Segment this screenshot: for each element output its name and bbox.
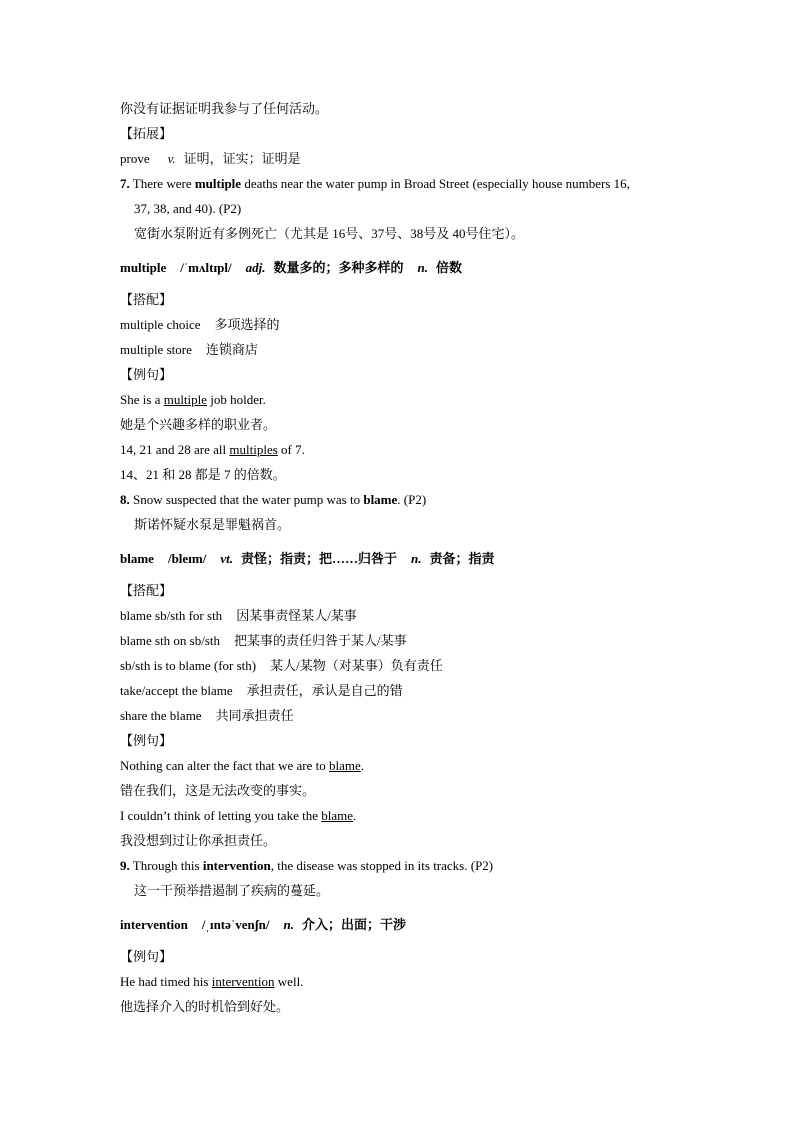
sentence-text: He had timed his [120,974,212,989]
example-translation [120,832,276,850]
keyword: multiple [194,176,242,191]
translation-text: 我没想到过让你承担责任。 [120,833,277,848]
sentence-text: Snow suspected that the water pump was to [133,492,364,507]
vocab-entry-blame [120,550,495,568]
collocation-zh: 多项选择的 [214,317,280,332]
sentence-text: Nothing can alter the fact that we are to [120,758,329,773]
underlined-keyword: blame [321,808,353,823]
headword: multiple [120,260,167,275]
definition: 介入；出面；干涉 [301,917,406,932]
example-sentence [120,391,266,409]
sentence-text: I couldn’t think of letting you take the [120,808,322,823]
underlined-keyword: blame [329,758,361,773]
section-heading-examples [120,948,172,966]
sentence-9-translation [134,882,329,900]
definition: 责备；指责 [429,551,495,566]
definition: 证明，证实；证明是 [183,151,301,166]
example-translation [120,416,276,434]
collocation-en: blame sth on sb/sth [120,633,221,648]
keyword: intervention [202,858,271,873]
vocab-entry-multiple [120,259,462,277]
heading-text: 【搭配】 [120,292,173,307]
collocation-en: multiple choice [120,317,201,332]
section-heading-examples [120,366,172,384]
headword: blame [120,551,154,566]
part-of-speech: n. [411,551,422,566]
collocation-zh: 某人/某物（对某事）负有责任 [270,658,443,673]
heading-text: 【例句】 [120,949,173,964]
sentence-text: deaths near the water pump in Broad Street (especially house numbers 16, [241,176,630,191]
sentence-9 [120,857,493,875]
example-translation [120,998,289,1016]
phonetic: /ˌɪntəˈvenʃn/ [201,917,270,932]
headword: intervention [120,917,188,932]
heading-text: 【搭配】 [120,583,173,598]
collocation-line [120,316,280,334]
word: prove [120,151,150,166]
underlined-keyword: multiples [229,442,278,457]
collocation-line [120,707,294,725]
collocation-zh: 把某事的责任归咎于某人/某事 [234,633,407,648]
sentence-text: , the disease was stopped in its tracks. (P2) [270,858,494,873]
section-heading-expansion [120,125,172,143]
sentence-text: She is a [120,392,164,407]
underlined-keyword: multiple [163,392,208,407]
sentence-8 [120,491,426,509]
phonetic: /bleɪm/ [167,551,207,566]
translation-text: 你没有证据证明我参与了任何活动。 [120,101,329,116]
sentence-text: job holder. [207,392,266,407]
collocation-en: take/accept the blame [120,683,233,698]
sentence-7-translation [134,225,524,243]
definition: 责怪；指责；把……归咎于 [241,551,398,566]
part-of-speech: n. [417,260,429,275]
collocation-zh: 连锁商店 [205,342,258,357]
underlined-keyword: intervention [211,974,275,989]
section-heading-examples [120,732,172,750]
translation-text: 宽街水泵附近有多例死亡（尤其是 16号、37号、38号及 40号住宅）。 [134,226,525,241]
translation-text: 斯诺怀疑水泵是罪魁祸首。 [134,517,291,532]
keyword: blame [363,492,398,507]
phonetic: /ˈmʌltɪpl/ [180,260,232,275]
collocation-zh: 共同承担责任 [215,708,294,723]
collocation-en: blame sb/sth for sth [120,608,223,623]
collocation-en: sb/sth is to blame (for sth) [120,658,257,673]
sentence-text: There were [132,176,195,191]
heading-text: 【拓展】 [120,126,173,141]
example-sentence [120,757,364,775]
definition: 倍数 [436,260,463,275]
collocation-line [120,682,403,700]
definition: 数量多的；多种多样的 [273,260,404,275]
heading-text: 【例句】 [120,367,173,382]
sentence-number: 8. [120,492,130,507]
sentence-text: 37, 38, and 40). (P2) [134,201,242,216]
collocation-line [120,657,443,675]
example-sentence [120,441,305,459]
example-sentence [120,807,356,825]
sentence-number: 7. [120,176,130,191]
translation-text: 错在我们，这是无法改变的事实。 [120,783,316,798]
part-of-speech: adj. [245,260,266,275]
example-translation [120,466,286,484]
sentence-text: of 7. [277,442,305,457]
translation-text: 她是个兴趣多样的职业者。 [120,417,277,432]
sentence-text: . [360,758,365,773]
collocation-zh: 因某事责怪某人/某事 [236,608,357,623]
section-heading-collocation [120,582,172,600]
translation-text: 14、21 和 28 都是 7 的倍数。 [120,467,286,482]
vocab-entry-intervention [120,916,406,934]
sentence-7 [120,175,630,193]
part-of-speech: v. [167,151,176,166]
translation-text: 他选择介入的时机恰到好处。 [120,999,290,1014]
collocation-en: multiple store [120,342,192,357]
collocation-line [120,632,407,650]
heading-text: 【例句】 [120,733,173,748]
sentence-text: 14, 21 and 28 are all [120,442,230,457]
sentence-text: . [353,808,357,823]
example-sentence [120,973,303,991]
text-line [120,100,328,118]
sentence-text: . (P2) [397,492,427,507]
collocation-en: share the blame [120,708,202,723]
sentence-8-translation [134,516,290,534]
sentence-7-cont [134,200,241,218]
sentence-text: well. [274,974,304,989]
translation-text: 这一干预举措遏制了疾病的蔓延。 [134,883,330,898]
expansion-line [120,150,301,168]
collocation-zh: 承担责任，承认是自己的错 [246,683,403,698]
collocation-line [120,607,357,625]
example-translation [120,782,315,800]
part-of-speech: n. [283,917,294,932]
section-heading-collocation [120,291,172,309]
sentence-number: 9. [120,858,130,873]
collocation-line [120,341,258,359]
part-of-speech: vt. [220,551,233,566]
sentence-text: Through this [132,858,203,873]
